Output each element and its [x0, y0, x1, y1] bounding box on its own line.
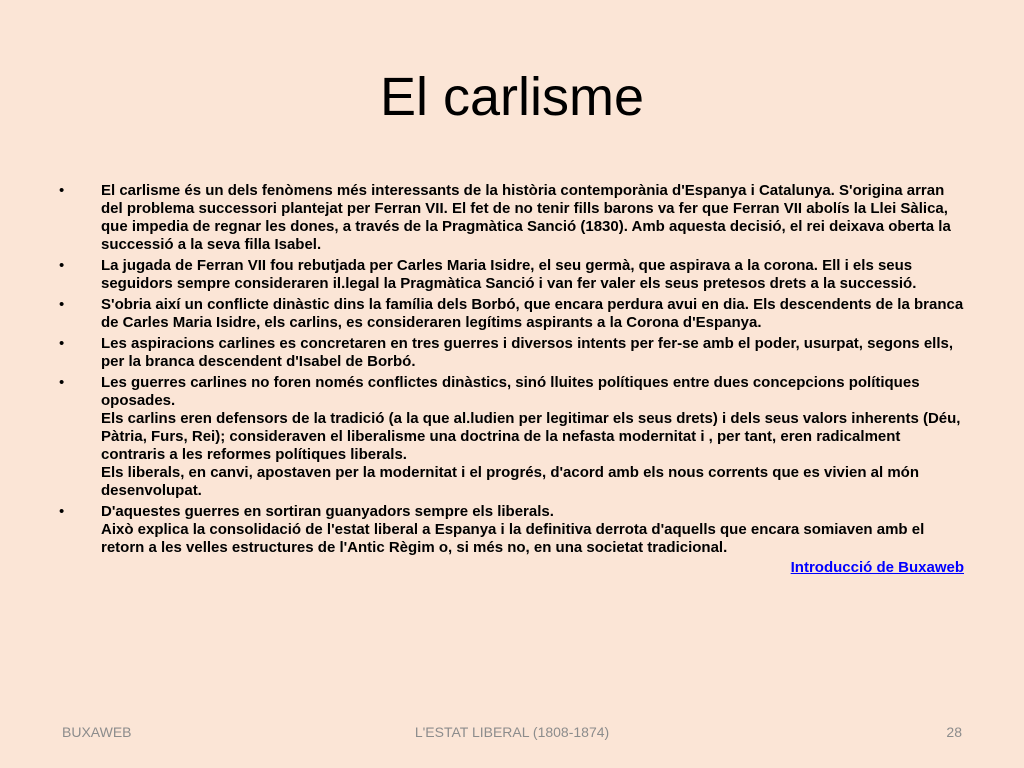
bullet-icon: •: [59, 296, 65, 313]
bullet-text: Els carlins eren defensors de la tradició (a la que al.ludien per legitimar els seus drets) i dels seus valors inherents (Déu, Pàtria, Furs, Rei); consideraven el liberalisme una doctrina de la nefasta modernitat i , per tant, eren radicalment contraris a les reformes polítiques liberals.: [101, 410, 961, 463]
slide-content: [58, 182, 964, 577]
bullet-icon: •: [59, 374, 65, 391]
bullet-text: Les guerres carlines no foren només conflictes dinàstics, sinó lluites polítiques entre dues concepcions polítiques oposades.: [101, 374, 920, 409]
bullet-text: D'aquestes guerres en sortiran guanyadors sempre els liberals.: [101, 503, 554, 520]
bullet-item: [58, 182, 964, 254]
bullet-item: [58, 296, 964, 332]
page-number: 28: [946, 724, 962, 740]
slide-title: El carlisme: [379, 67, 645, 127]
source-link-row: [58, 559, 964, 577]
source-link[interactable]: Introducció de Buxaweb: [790, 559, 964, 576]
bullet-item: [58, 257, 964, 293]
bullet-item: [58, 503, 964, 557]
bullet-text: Les aspiracions carlines es concretaren en tres guerres i diversos intents per fer-se amb el poder, usurpat, segons ells, per la branca descendent d'Isabel de Borbó.: [101, 335, 954, 370]
bullet-icon: •: [59, 182, 65, 199]
bullet-icon: •: [59, 503, 65, 520]
bullet-text: Els liberals, en canvi, apostaven per la modernitat i el progrés, d'acord amb els nous corrents que es vivien al món desenvolupat.: [101, 464, 920, 499]
footer-center: L'ESTAT LIBERAL (1808-1874): [414, 724, 610, 740]
footer-left: BUXAWEB: [62, 724, 132, 740]
bullet-item: [58, 335, 964, 371]
bullet-icon: •: [59, 257, 65, 274]
bullet-text: Això explica la consolidació de l'estat liberal a Espanya i la definitiva derrota d'aquells que encara somiaven amb el retorn a les velles estructures de l'Antic Règim o, si més no, en una societat tradicional.: [101, 521, 925, 556]
bullet-text: La jugada de Ferran VII fou rebutjada per Carles Maria Isidre, el seu germà, que aspirava a la corona. Ell i els seus seguidors sempre consideraren il.legal la Pragmàtica Sanció i van fer valer els seus pretesos drets a la successió.: [101, 257, 917, 292]
bullet-list: [58, 182, 964, 557]
bullet-text: S'obria així un conflicte dinàstic dins la família dels Borbó, que encara perdura avui en dia. Els descendents de la branca de Carles Maria Isidre, els carlins, es consideraren legítims aspirants a la Corona d'Espanya.: [101, 296, 964, 331]
bullet-text: El carlisme és un dels fenòmens més interessants de la història contemporània d'Espanya i Catalunya. S'origina arran del problema successori plantejat per Ferran VII. El fet de no tenir fills barons va fer que Ferran VII abolís la Llei Sàlica, que impedia de regnar les dones, a través de la Pragmàtica Sanció (1830). Amb aquesta decisió, el rei deixava oberta la successió a la seva filla Isabel.: [101, 182, 951, 253]
bullet-icon: •: [59, 335, 65, 352]
bullet-item: [58, 374, 964, 500]
